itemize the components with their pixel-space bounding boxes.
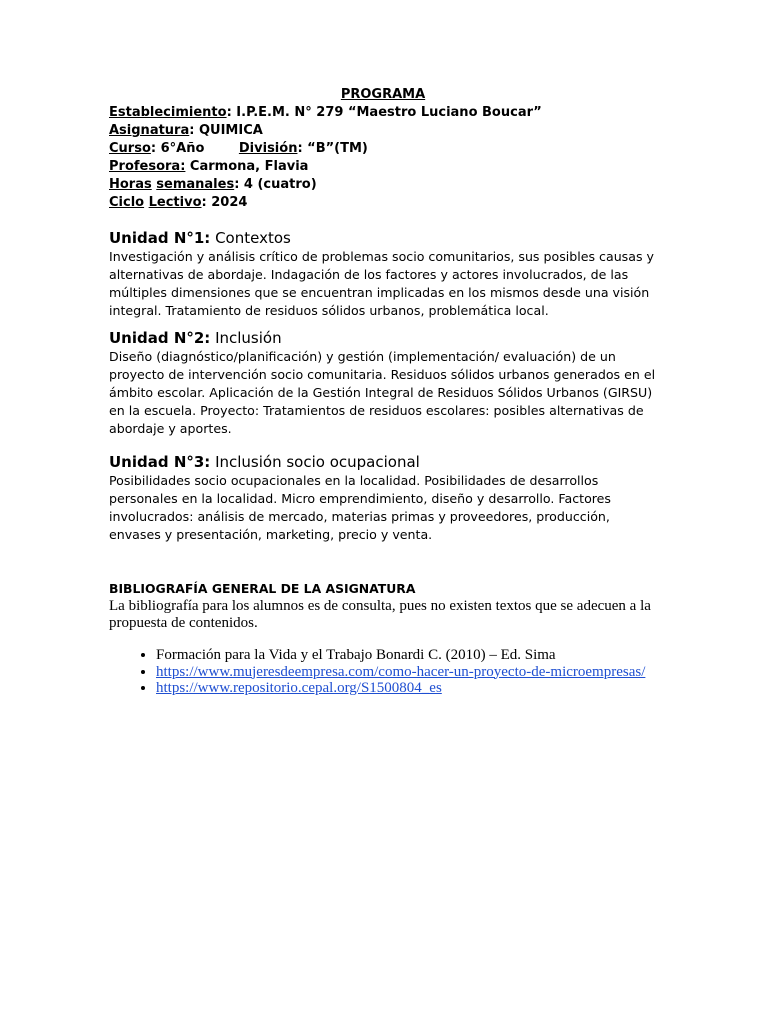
horas-label: Horas — [109, 177, 152, 192]
cepal-link[interactable]: https://www.repositorio.cepal.org/S1500804_es — [156, 680, 442, 696]
horas-line — [109, 176, 659, 194]
bibliography-list — [109, 647, 659, 697]
establecimiento-value: : I.P.E.M. N° 279 “Maestro Luciano Boucar” — [226, 105, 542, 120]
unit-3-title — [109, 452, 659, 472]
asignatura-value: : QUIMICA — [189, 123, 263, 138]
bibliography-title: BIBLIOGRAFÍA GENERAL DE LA ASIGNATURA — [109, 581, 416, 596]
ciclo-label: Ciclo — [109, 195, 145, 210]
unit-3 — [109, 452, 659, 544]
asignatura-label: Asignatura — [109, 123, 190, 138]
ciclo-line — [109, 194, 659, 212]
curso-label: Curso — [109, 141, 151, 156]
bibliography-item-link-1 — [156, 664, 659, 681]
unit-2-number: Unidad N°2: — [109, 329, 211, 347]
unit-3-name: Inclusión socio ocupacional — [210, 453, 420, 471]
semanales-label: semanales — [156, 177, 235, 192]
mujeresdeempresa-link[interactable]: https://www.mujeresdeempresa.com/como-hacer-un-proyecto-de-microempresas/ — [156, 663, 646, 680]
lectivo-label: Lectivo — [148, 195, 202, 210]
bibliography-intro: La bibliografía para los alumnos es de consulta, pues no existen textos que se adecuen a la propuesta de contenidos. — [109, 598, 651, 631]
document-page — [109, 86, 659, 697]
unit-2-title — [109, 328, 659, 348]
establecimiento-label: Establecimiento — [109, 105, 227, 120]
book-reference: Formación para la Vida y el Trabajo Bonardi C. (2010) – Ed. Sima — [156, 647, 556, 663]
profesora-label: Profesora: — [109, 159, 186, 174]
curso-line — [109, 140, 659, 158]
unit-3-number: Unidad N°3: — [109, 453, 211, 471]
unit-2-body: Diseño (diagnóstico/planificación) y gestión (implementación/ evaluación) de un proyecto de intervención socio comunitaria. Residuos sólidos urbanos generados en el ámbito escolar. Aplicación de la Gestión Integral de Residuos Sólidos Urbanos (GIRSU) en la escuela. Proyecto: Tratamientos de residuos escolares: posibles alternativas de abordaje y aportes. — [109, 349, 656, 436]
unit-1-name: Contextos — [210, 229, 291, 247]
unit-1-title — [109, 228, 659, 248]
curso-value: : 6°Año — [150, 141, 205, 156]
asignatura-line — [109, 122, 659, 140]
unit-1-body: Investigación y análisis crítico de problemas socio comunitarios, sus posibles causas y alternativas de abordaje. Indagación de los factores y actores involucrados, de las múltiples dimensiones que se encuentran implicadas en los mismos desde una visión integral. Tratamiento de residuos sólidos urbanos, problemática local. — [109, 249, 654, 318]
division-label: División — [238, 141, 298, 156]
profesora-value: Carmona, Flavia — [185, 159, 309, 174]
bibliography-item-link-2 — [156, 680, 659, 697]
page-title: PROGRAMA — [340, 87, 426, 102]
unit-3-body: Posibilidades socio ocupacionales en la localidad. Posibilidades de desarrollos personales en la localidad. Micro emprendimiento, diseño y desarrollo. Factores involucrados: análisis de mercado, materias primas y proveedores, producción, envases y presentación, marketing, precio y venta. — [109, 473, 611, 542]
unit-1-number: Unidad N°1: — [109, 229, 211, 247]
ciclo-value: : 2024 — [201, 195, 248, 210]
establecimiento-line — [109, 104, 659, 122]
profesora-line — [109, 158, 659, 176]
horas-value: : 4 (cuatro) — [234, 177, 317, 192]
unit-2-name: Inclusión — [210, 329, 282, 347]
unit-1 — [109, 228, 659, 320]
unit-2 — [109, 328, 659, 438]
division-value: : “B”(TM) — [297, 141, 368, 156]
bibliography-item-book — [156, 647, 659, 664]
